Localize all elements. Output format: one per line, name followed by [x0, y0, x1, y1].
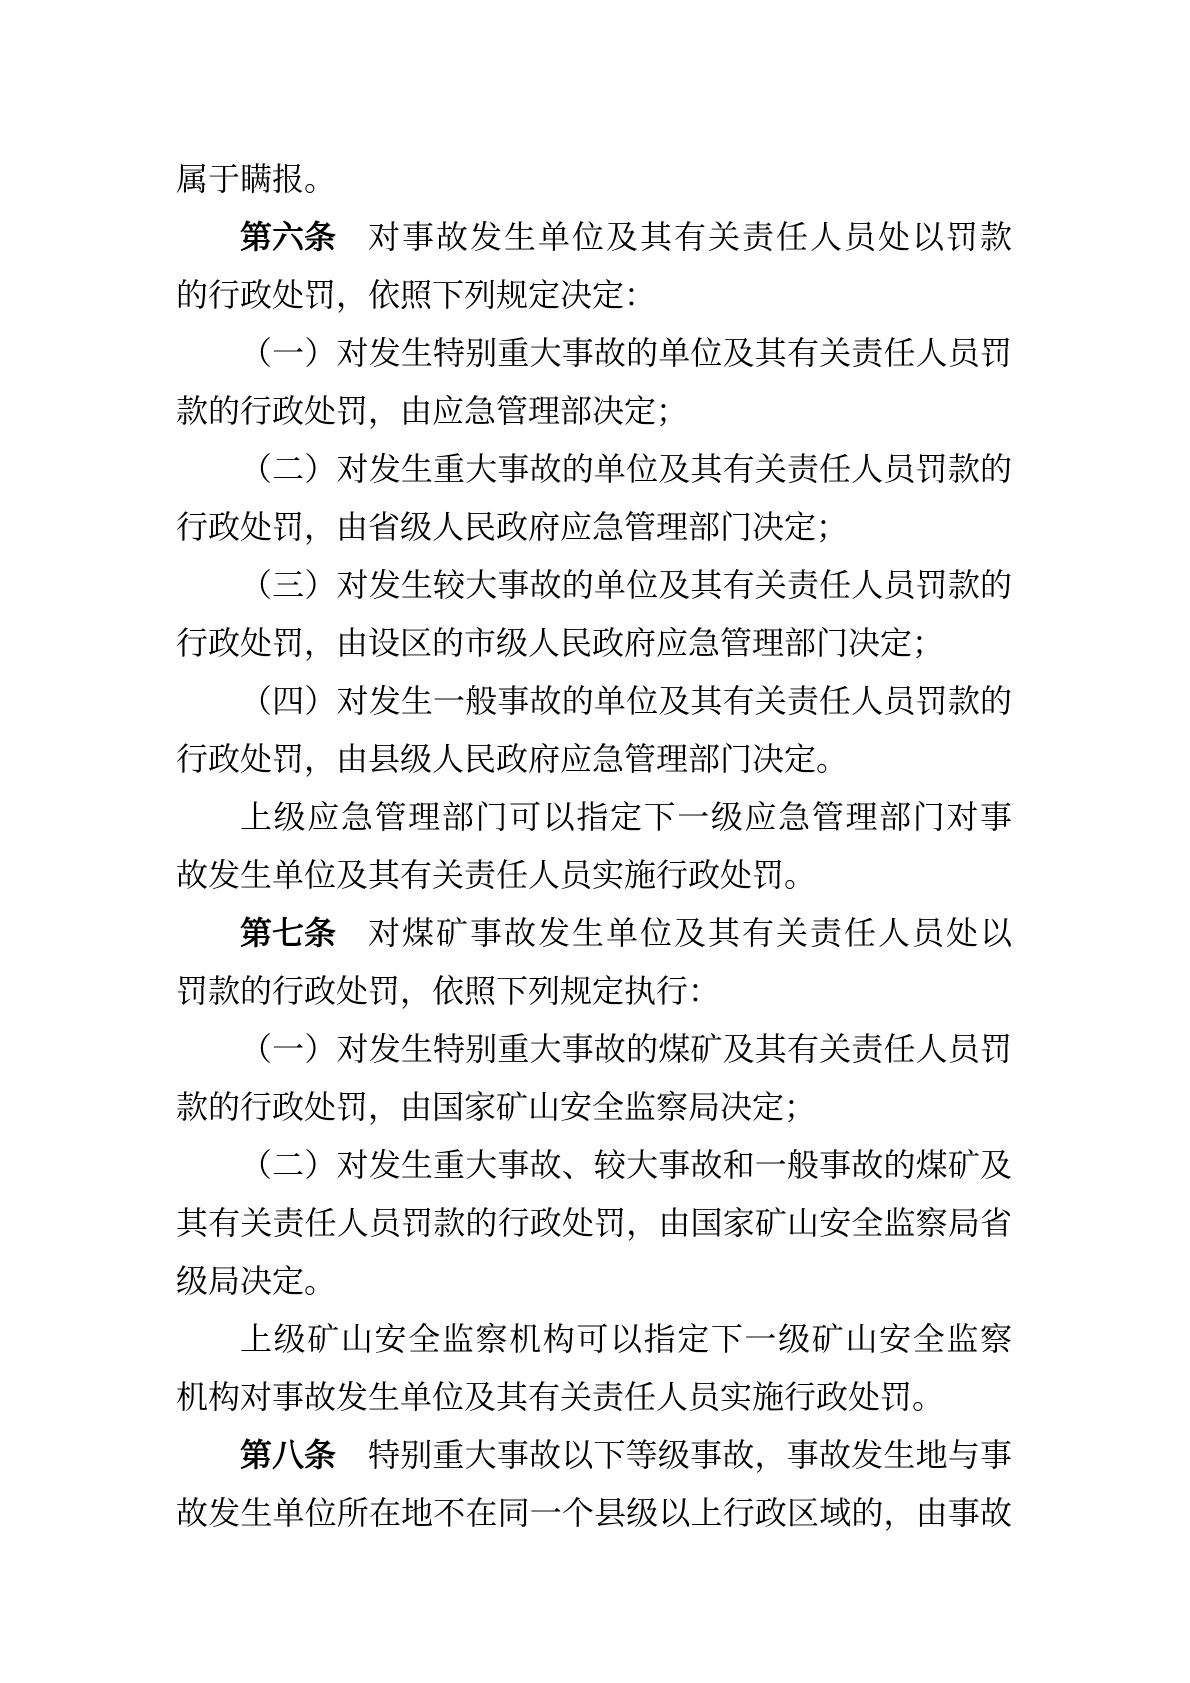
text-line: 特别重大事故以下等级事故，事故发生地与事 [368, 1437, 1012, 1473]
list-item-2-line: （二）对发生重大事故的单位及其有关责任人员罚款的 [240, 451, 1012, 487]
text-line: 对事故发生单位及其有关责任人员处以罚款 [368, 219, 1012, 255]
text-line: 故发生单位所在地不在同一个县级以上行政区域的，由事故 [176, 1495, 1012, 1531]
list-item-1-line: （一）对发生特别重大事故的煤矿及其有关责任人员罚 [240, 1031, 1012, 1067]
article-8-heading: 第八条 [240, 1437, 337, 1473]
list-item-2-line: （二）对发生重大事故、较大事故和一般事故的煤矿及 [240, 1147, 1012, 1183]
text-line: 级局决定。 [176, 1263, 337, 1299]
text-line: 机构对事故发生单位及其有关责任人员实施行政处罚。 [176, 1379, 945, 1415]
text-line: 罚款的行政处罚，依照下列规定执行： [176, 973, 721, 1009]
list-item-1-line: （一）对发生特别重大事故的单位及其有关责任人员罚 [240, 335, 1012, 371]
text-line: 款的行政处罚，由应急管理部决定； [176, 393, 689, 429]
text-line: 款的行政处罚，由国家矿山安全监察局决定； [176, 1089, 817, 1125]
text-line: 其有关责任人员罚款的行政处罚，由国家矿山安全监察局省 [176, 1205, 1012, 1241]
paragraph-first-line: 上级应急管理部门可以指定下一级应急管理部门对事 [240, 799, 1012, 835]
article-6-heading: 第六条 [240, 219, 337, 255]
article-6-first-line [176, 208, 1012, 266]
article-7-heading: 第七条 [240, 915, 337, 951]
heading-gap [336, 1426, 368, 1484]
article-8-first-line [176, 1426, 1012, 1484]
heading-gap [336, 208, 368, 266]
list-item-4-line: （四）对发生一般事故的单位及其有关责任人员罚款的 [240, 683, 1012, 719]
text-line: 故发生单位及其有关责任人员实施行政处罚。 [176, 857, 817, 893]
text-line: 属于瞒报。 [176, 161, 337, 197]
heading-gap [336, 904, 368, 962]
list-item-3-line: （三）对发生较大事故的单位及其有关责任人员罚款的 [240, 567, 1012, 603]
text-line: 行政处罚，由设区的市级人民政府应急管理部门决定； [176, 625, 945, 661]
text-line: 行政处罚，由省级人民政府应急管理部门决定； [176, 509, 849, 545]
document-body [176, 150, 1012, 1542]
text-line: 行政处罚，由县级人民政府应急管理部门决定。 [176, 741, 849, 777]
paragraph-first-line: 上级矿山安全监察机构可以指定下一级矿山安全监察 [240, 1321, 1012, 1357]
text-line: 的行政处罚，依照下列规定决定： [176, 277, 657, 313]
article-7-first-line [176, 904, 1012, 962]
text-line: 对煤矿事故发生单位及其有关责任人员处以 [368, 915, 1012, 951]
